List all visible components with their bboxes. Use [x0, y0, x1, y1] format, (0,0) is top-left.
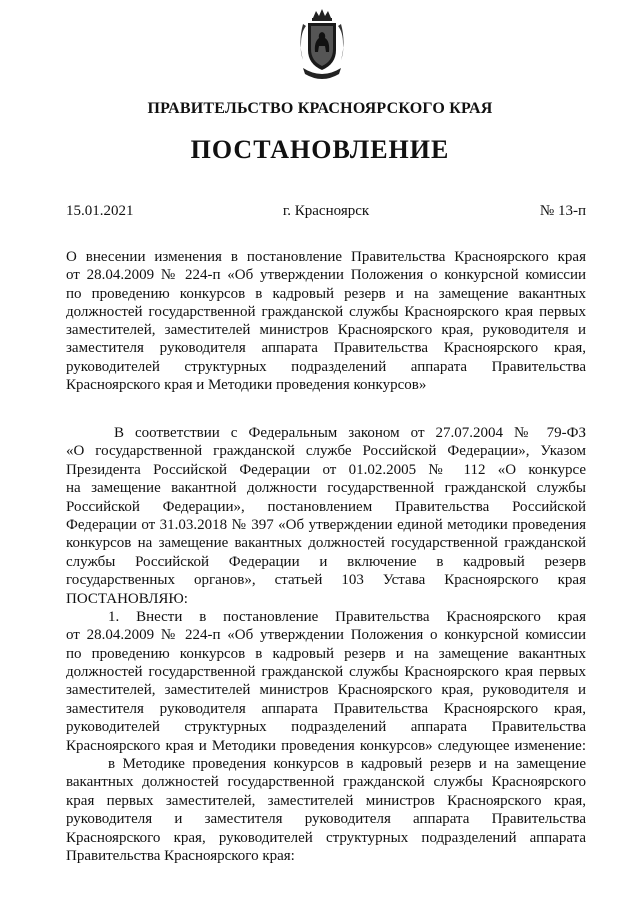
body-line: Российской Федерации», постановлением Правительства Российской — [66, 498, 586, 515]
body-line: края первых заместителей, заместителей министров Красноярского края, — [66, 792, 586, 809]
body-line: от 28.04.2009 № 224-п «Об утверждении Положения о конкурсной комиссии — [66, 627, 586, 644]
body-line: Президента Российской Федерации от 01.02.2005 № 112 «О конкурсе — [66, 461, 586, 478]
body-line: руководителя и заместителя руководителя аппарата Правительства — [66, 811, 586, 828]
body-line: в Методике проведения конкурсов в кадровый резерв и на замещение — [108, 756, 586, 773]
title-line: от 28.04.2009 № 224-п «Об утверждении Положения о конкурсной комиссии — [66, 267, 586, 284]
title-line: Красноярского края и Методики проведения конкурсов» — [66, 377, 427, 394]
document-number: № 13-п — [539, 203, 586, 219]
title-line: должностей государственной гражданской службы Красноярского края первых — [66, 303, 586, 320]
body-line: вакантных должностей государственной гражданской службы Красноярского — [66, 774, 586, 791]
title-line: заместителя руководителя аппарата Правительства Красноярского края, — [66, 340, 586, 357]
body-line: заместителя руководителя аппарата Правительства Красноярского края, — [66, 700, 586, 717]
body-line: конкурсов на замещение вакантных должностей государственной гражданской — [66, 535, 586, 552]
krasnoyarsk-coat-of-arms-icon — [297, 8, 347, 84]
body-line: «О государственной гражданской службе Российской Федерации», Указом — [66, 443, 586, 460]
body-line: на замещение вакантной должности государственной гражданской службы — [66, 480, 586, 497]
body-line: службы Российской Федерации и включение в кадровый резерв — [66, 553, 586, 570]
body-line: 1. Внести в постановление Правительства Красноярского края — [108, 608, 586, 625]
body-line: Федерации от 31.03.2018 № 397 «Об утверждении единой методики проведения — [66, 516, 586, 533]
government-name: ПРАВИТЕЛЬСТВО КРАСНОЯРСКОГО КРАЯ — [147, 100, 493, 117]
body-line: должностей государственной гражданской службы Красноярского края первых — [66, 664, 586, 681]
body-line: Красноярского края и Методики проведения конкурсов» следующее изменение: — [66, 737, 586, 754]
title-line: руководителей структурных подразделений аппарата Правительства — [66, 358, 586, 375]
title-line: О внесении изменения в постановление Правительства Красноярского края — [66, 249, 586, 265]
title-line: по проведению конкурсов в кадровый резерв и на замещение вакантных — [66, 285, 586, 302]
body-line: по проведению конкурсов в кадровый резерв и на замещение вакантных — [66, 645, 586, 662]
document-date: 15.01.2021 — [66, 203, 134, 219]
document-type-title: ПОСТАНОВЛЕНИЕ — [190, 135, 450, 164]
title-line: заместителей, заместителей министров Красноярского края, руководителя и — [66, 322, 586, 339]
document-subject-title — [66, 248, 586, 394]
document-city: г. Красноярск — [282, 203, 370, 219]
document-body — [66, 424, 586, 865]
body-line: государственных органов», статьей 103 Устава Красноярского края — [66, 572, 586, 589]
document-meta-row — [66, 203, 586, 223]
body-line: В соответствии с Федеральным законом от 27.07.2004 № 79-ФЗ — [114, 425, 586, 441]
body-line: заместителей, заместителей министров Красноярского края, руководителя и — [66, 682, 586, 699]
body-line: руководителей структурных подразделений аппарата Правительства — [66, 719, 586, 736]
body-line: Правительства Красноярского края: — [66, 847, 295, 864]
body-line-decree: ПОСТАНОВЛЯЮ: — [66, 590, 188, 607]
body-line: Красноярского края, руководителей структурных подразделений аппарата — [66, 829, 586, 846]
